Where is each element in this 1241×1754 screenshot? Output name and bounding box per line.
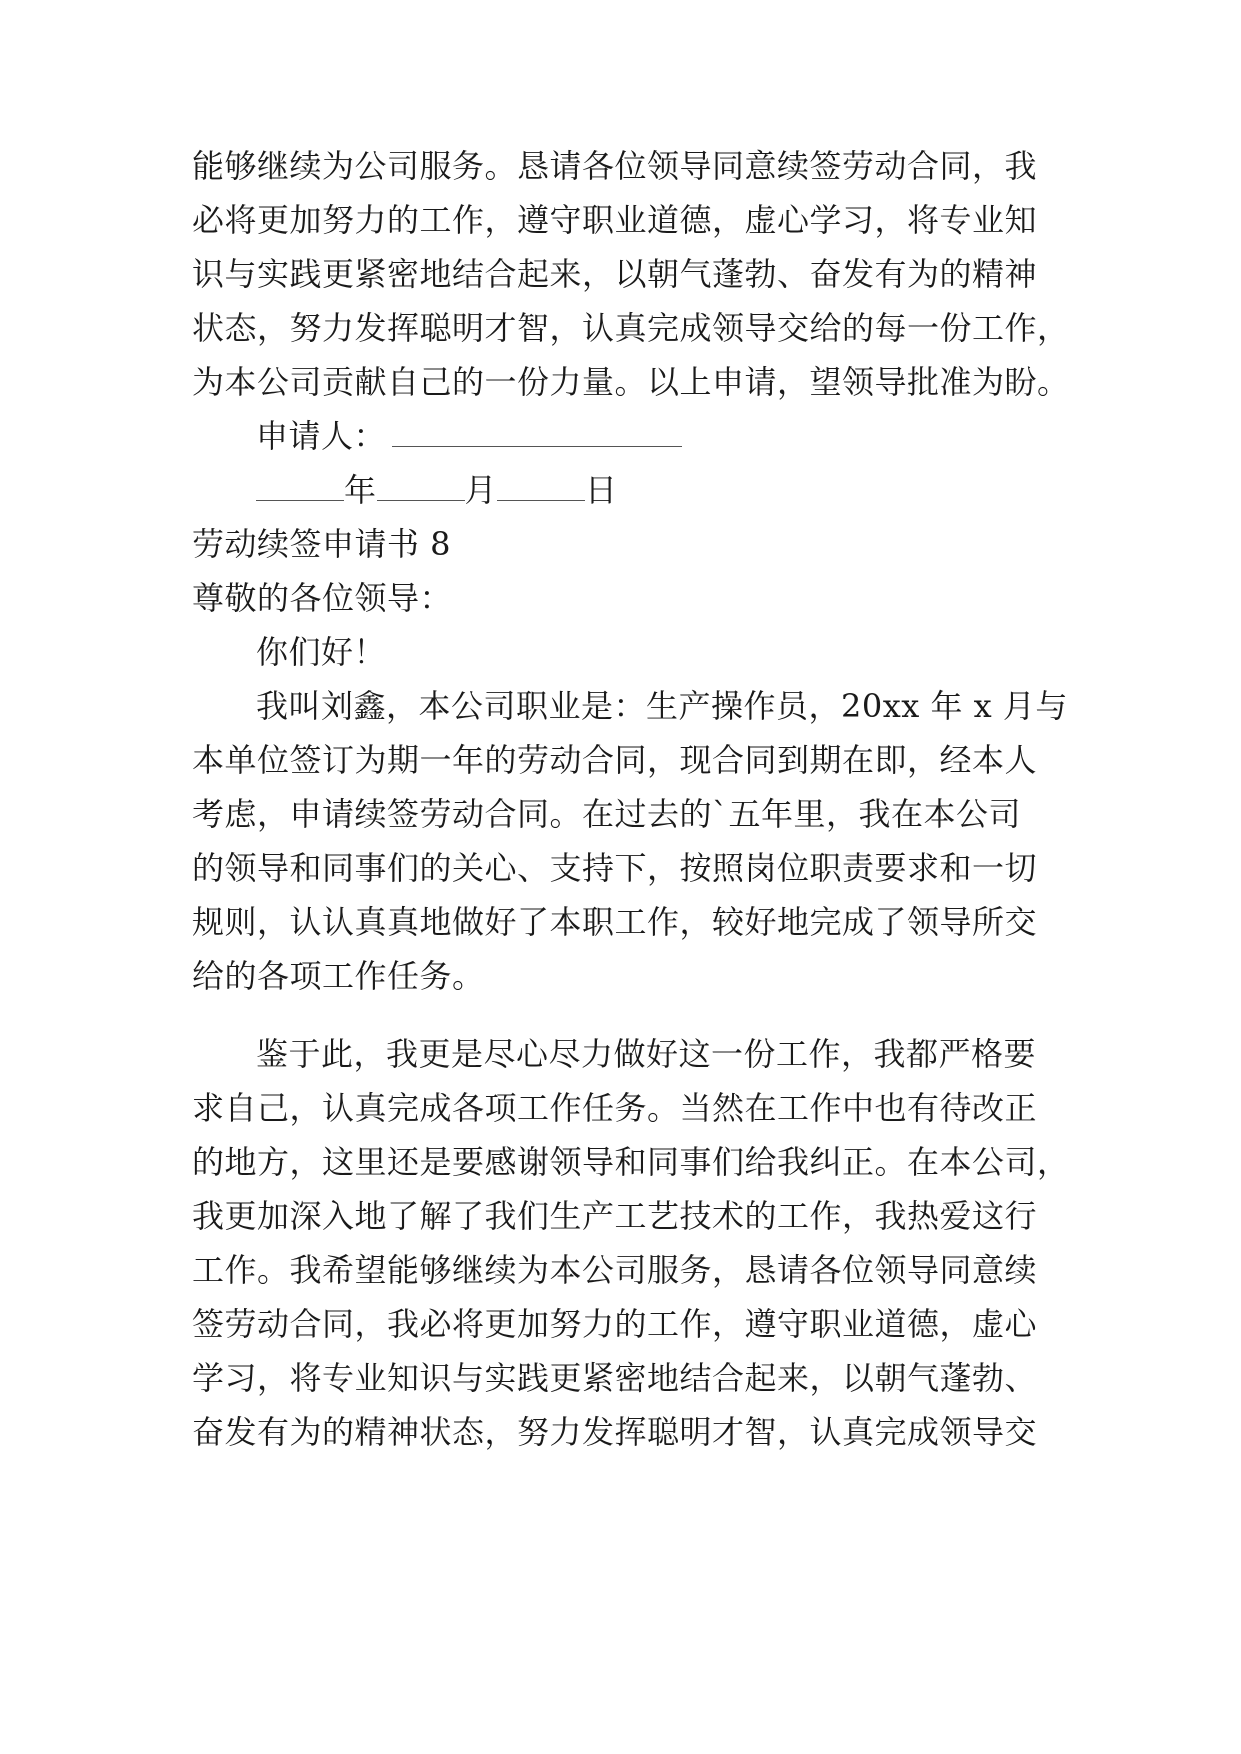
section-title: 劳动续签申请书 8: [192, 525, 452, 563]
paragraph-line: 的地方，这里还是要感谢领导和同事们给我纠正。在本公司，: [192, 1143, 1070, 1181]
paragraph-line: 奋发有为的精神状态，努力发挥聪明才智，认真完成领导交: [192, 1413, 1038, 1451]
paragraph-line: 签劳动合同，我必将更加努力的工作，遵守职业道德，虚心: [192, 1305, 1038, 1343]
salutation: 尊敬的各位领导：: [192, 579, 453, 617]
paragraph-line: 识与实践更紧密地结合起来，以朝气蓬勃、奋发有为的精神: [192, 255, 1038, 293]
applicant-blank: [392, 420, 682, 447]
day-blank: [497, 474, 585, 501]
year-label: 年: [344, 471, 377, 509]
paragraph-line: 给的各项工作任务。: [192, 957, 485, 995]
paragraph-line: 规则，认认真真地做好了本职工作，较好地完成了领导所交: [192, 903, 1038, 941]
applicant-label: 申请人：: [256, 417, 387, 455]
paragraph-line: 我叫刘鑫，本公司职业是：生产操作员，20xx 年 x 月与: [256, 687, 1068, 725]
paragraph-line: 状态，努力发挥聪明才智，认真完成领导交给的每一份工作，: [192, 309, 1070, 347]
paragraph-line: 能够继续为公司服务。恳请各位领导同意续签劳动合同，我: [192, 147, 1038, 185]
month-label: 月: [464, 471, 498, 509]
paragraph-line: 的领导和同事们的关心、支持下，按照岗位职责要求和一切: [192, 849, 1038, 887]
applicant-line: [256, 416, 1136, 456]
greeting: 你们好！: [256, 633, 387, 671]
paragraph-line: 学习，将专业知识与实践更紧密地结合起来，以朝气蓬勃、: [192, 1359, 1038, 1397]
day-label: 日: [585, 471, 618, 509]
paragraph-line: 鉴于此，我更是尽心尽力做好这一份工作，我都严格要: [256, 1035, 1037, 1073]
paragraph-line: 为本公司贡献自己的一份力量。以上申请，望领导批准为盼。: [192, 363, 1070, 401]
paragraph-line: 本单位签订为期一年的劳动合同，现合同到期在即，经本人: [192, 741, 1038, 779]
date-line: [256, 470, 1136, 510]
paragraph-line: 求自己，认真完成各项工作任务。当然在工作中也有待改正: [192, 1089, 1038, 1127]
paragraph-line: 工作。我希望能够继续为本公司服务，恳请各位领导同意续: [192, 1251, 1038, 1289]
paragraph-line: 考虑，申请续签劳动合同。在过去的`五年里，我在本公司: [192, 795, 1022, 833]
month-blank: [377, 474, 465, 501]
paragraph-line: 必将更加努力的工作，遵守职业道德，虚心学习，将专业知: [192, 201, 1038, 239]
year-blank: [256, 474, 344, 501]
paragraph-line: 我更加深入地了解了我们生产工艺技术的工作，我热爱这行: [192, 1197, 1038, 1235]
